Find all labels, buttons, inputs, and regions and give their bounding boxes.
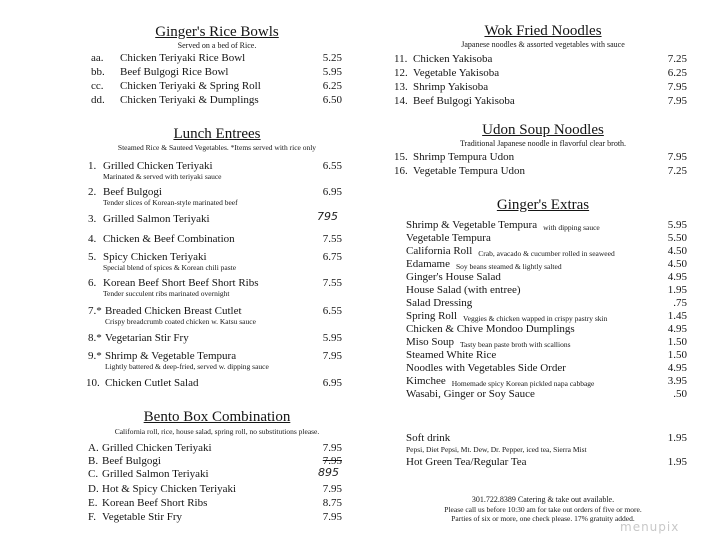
extras-item-price: 1.50 <box>667 336 687 348</box>
extras-item-price: 4.50 <box>667 245 687 257</box>
item-description: Crispy breadcrumb coated chicken w. Katsu sauce <box>105 317 256 326</box>
extras-item-price: 4.50 <box>667 258 687 270</box>
wok-subtitle: Japanese noodles & assorted vegetables with sauce <box>461 40 625 49</box>
bento-header <box>86 408 348 426</box>
extras-header <box>393 196 693 214</box>
lunch-title: Lunch Entrees <box>173 126 261 142</box>
extras-item-price: 1.95 <box>667 284 687 296</box>
extras-item-name: Ginger's House Salad <box>406 271 501 283</box>
extras-item-note: Soy beans steamed & lightly salted <box>455 262 562 271</box>
item-description: Marinated & served with teriyaki sauce <box>103 172 222 181</box>
item-description: Tender slices of Korean-style marinated beef <box>103 198 238 207</box>
extras-item-name: Noodles with Vegetables Side Order <box>406 362 566 374</box>
extras-item-note: Crab, avacado & cucumber rolled in seaweed <box>478 249 615 258</box>
extras-item-name: Wasabi, Ginger or Soy Sauce <box>406 388 535 400</box>
udon-title: Udon Soup Noodles <box>482 122 604 138</box>
lunch-header <box>86 125 348 143</box>
extras-item-price: 1.50 <box>667 349 687 361</box>
extras-item-name: Steamed White Rice <box>406 349 497 361</box>
handwritten-price: 895 <box>318 466 339 479</box>
extras-item-name: Edamame <box>406 258 450 270</box>
extras-item-price: 4.95 <box>667 271 687 283</box>
extras-item-name: Spring Roll <box>406 310 458 322</box>
extras-item-price: 5.95 <box>667 219 687 231</box>
extras-item-name: Salad Dressing <box>406 297 473 309</box>
item-description: Lightly battered & deep-fried, served w. dipping sauce <box>105 362 269 371</box>
wok-header <box>393 22 693 50</box>
bento-title: Bento Box Combination <box>143 409 291 425</box>
extras-item-price: 4.95 <box>667 362 687 374</box>
extras-item-name: Miso Soup <box>406 336 454 348</box>
watermark-logo: menupix <box>620 520 680 534</box>
extras-item-note: Veggies & chicken wapped in crispy pastry skin <box>463 314 608 323</box>
item-description: Pepsi, Diet Pepsi, Mt. Dew, Dr. Pepper, iced tea, Sierra Mist <box>406 445 587 454</box>
footer-takeout: Please call us before 10:30 am for take out orders of five or more. <box>444 505 642 514</box>
extras-item-price: .50 <box>673 388 687 400</box>
bento-subtitle: California roll, rice, house salad, spring roll, no substitutions please. <box>114 427 320 436</box>
extras-title: Ginger's Extras <box>496 197 590 213</box>
item-description: Special blend of spices & Korean chili paste <box>103 263 237 272</box>
lunch-subtitle: Steamed Rice & Sauteed Vegetables. *Items served with rice only <box>117 143 317 152</box>
rice-bowls-title: Ginger's Rice Bowls <box>155 24 279 40</box>
extras-item-name: House Salad (with entree) <box>406 284 521 296</box>
extras-item-price: 3.95 <box>667 375 687 387</box>
extras-item-note: Tasty bean paste broth with scallions <box>460 340 571 349</box>
handwritten-price: 795 <box>317 210 338 223</box>
wok-title: Wok Fried Noodles <box>484 23 602 39</box>
extras-item-name: Vegetable Tempura <box>406 232 491 244</box>
item-description: Tender succulent ribs marinated overnight <box>103 289 230 298</box>
rice-bowls-header <box>86 23 348 51</box>
extras-item-price: 1.45 <box>667 310 687 322</box>
extras-item-name: Kimchee <box>406 375 446 387</box>
extras-item-price: 4.95 <box>667 323 687 335</box>
udon-header <box>393 121 693 149</box>
rice-bowls-subtitle: Served on a bed of Rice. <box>177 41 257 50</box>
extras-item-name: California Roll <box>406 245 473 257</box>
udon-subtitle: Traditional Japanese noodle in flavorful clear broth. <box>459 139 627 148</box>
extras-item-name: Chicken & Chive Mondoo Dumplings <box>406 323 575 335</box>
extras-item-price: .75 <box>673 297 687 309</box>
extras-item-name: Shrimp & Vegetable Tempura <box>406 219 538 231</box>
extras-item-note: Homemade spicy Korean pickled napa cabbage <box>451 379 595 388</box>
footer <box>393 494 693 523</box>
extras-item-note: with dipping sauce <box>543 223 600 232</box>
footer-parties: Parties of six or more, one check please. 17% gratuity added. <box>451 514 635 523</box>
extras-item-price: 5.50 <box>667 232 687 244</box>
footer-phone: 301.722.8389 Catering & take out available. <box>471 495 615 504</box>
